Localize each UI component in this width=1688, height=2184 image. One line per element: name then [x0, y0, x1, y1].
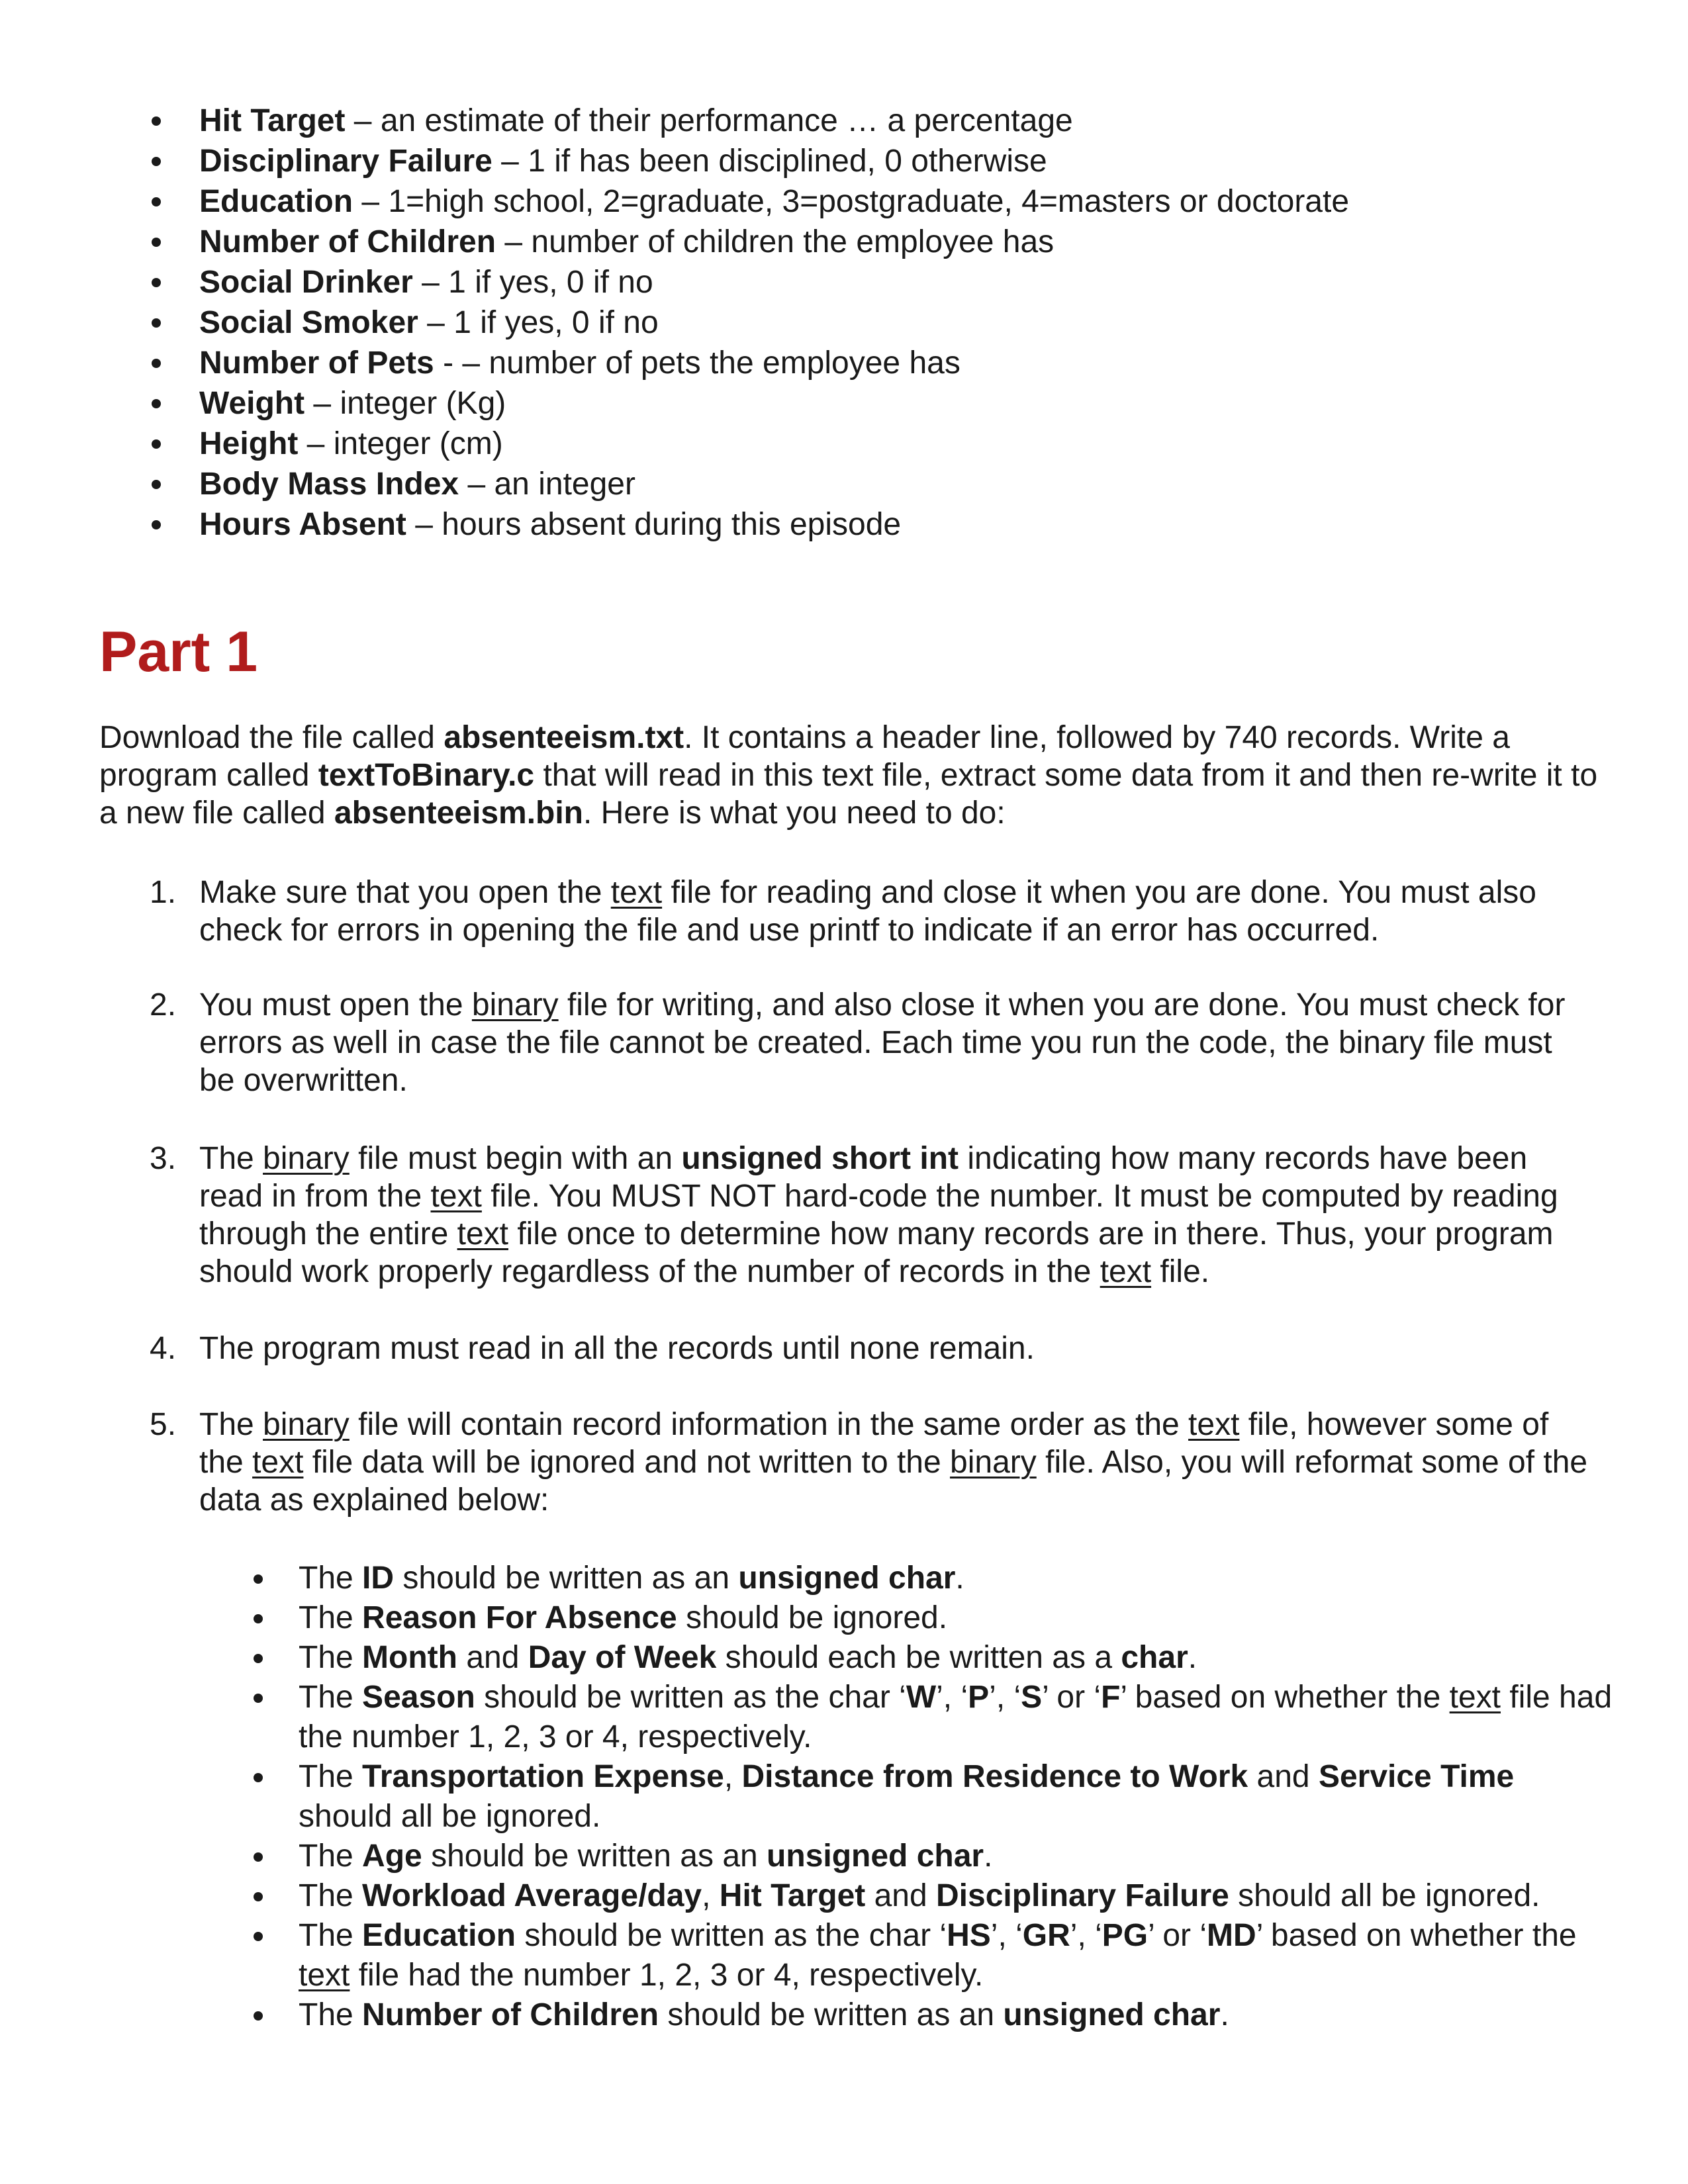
text-run: file. You MUST NOT hard-code the number. It must be computed by reading through the entire	[199, 1179, 1558, 1251]
step-text	[199, 1407, 1587, 1518]
field-description: – 1 if yes, 0 if no	[418, 305, 659, 340]
text-run: You must open the	[199, 987, 472, 1023]
text-run: should be written as an	[422, 1839, 767, 1874]
field-definition-item	[199, 101, 1622, 141]
text-run: indicating how many records have been read in from the	[199, 1141, 1528, 1214]
field-description: – 1=high school, 2=graduate, 3=postgraduate, 4=masters or doctorate	[353, 184, 1350, 219]
bold-term: Transportation Expense	[362, 1759, 724, 1794]
text-run: should be written as the char ‘	[475, 1680, 906, 1715]
step-number: 3.	[150, 1141, 177, 1176]
bold-term: Reason For Absence	[362, 1600, 677, 1635]
bold-term: Disciplinary Failure	[936, 1878, 1229, 1913]
step-item	[150, 1140, 1596, 1291]
text-run: should each be written as a	[716, 1640, 1121, 1675]
bold-term: F	[1101, 1680, 1121, 1715]
text-run: and	[865, 1878, 937, 1913]
underlined-term: text	[252, 1445, 304, 1480]
text-run: should be written as an	[394, 1561, 739, 1596]
text-run: . Here is what you need to do:	[583, 796, 1006, 831]
field-name: Disciplinary Failure	[199, 144, 492, 179]
field-name: Hours Absent	[199, 507, 406, 542]
field-name: Number of Children	[199, 224, 496, 259]
field-name: Education	[199, 184, 353, 219]
text-run: should be written as the char ‘	[516, 1918, 947, 1953]
step-item	[150, 1330, 1596, 1367]
format-rule-item	[299, 1598, 1616, 1638]
field-definition-list	[199, 101, 1622, 545]
text-run: file had the number 1, 2, 3 or 4, respectively.	[350, 1958, 984, 1993]
text-run: ’, ‘	[936, 1680, 968, 1715]
step-item	[150, 1406, 1596, 1519]
bold-term: Month	[362, 1640, 457, 1675]
step-number: 5.	[150, 1407, 177, 1442]
underlined-term: text	[1188, 1407, 1240, 1442]
text-run: The	[299, 1878, 363, 1913]
underlined-term: text	[1100, 1254, 1152, 1289]
field-definition-item	[199, 302, 1622, 343]
text-run: file for reading and close it when you are done. You must also check for errors in opening the file and use printf to indicate if an error has occurred.	[199, 875, 1536, 948]
field-definition-item	[199, 504, 1622, 545]
bold-term: Season	[362, 1680, 475, 1715]
underlined-term: text	[610, 875, 663, 910]
text-run: .	[984, 1839, 993, 1874]
text-run: should be ignored.	[677, 1600, 948, 1635]
bold-term: Distance from Residence to Work	[741, 1759, 1248, 1794]
text-run: The	[299, 1839, 363, 1874]
text-run: file. Also, you will reformat some of the data as explained below:	[199, 1445, 1588, 1518]
underlined-term: text	[1449, 1680, 1501, 1715]
step-item	[150, 986, 1596, 1099]
text-run: that will read in this text file, extract some data from it and then re-write it to a new file called	[99, 758, 1598, 831]
field-definition-item	[199, 222, 1622, 262]
text-run: ’, ‘	[1070, 1918, 1102, 1953]
text-run: and	[1248, 1759, 1319, 1794]
field-name: Social Smoker	[199, 305, 418, 340]
text-run: .	[1188, 1640, 1197, 1675]
bold-term: char	[1121, 1640, 1188, 1675]
bold-term: unsigned char	[738, 1561, 956, 1596]
text-run: Download the file called	[99, 720, 444, 755]
text-run: The	[299, 1640, 363, 1675]
bold-term: PG	[1102, 1918, 1149, 1953]
field-description: – hours absent during this episode	[406, 507, 902, 542]
format-rule-item	[299, 1678, 1616, 1757]
bold-term: ID	[362, 1561, 395, 1596]
underlined-term: text	[299, 1958, 350, 1993]
field-description: – an estimate of their performance … a percentage	[345, 103, 1073, 138]
field-name: Body Mass Index	[199, 467, 459, 502]
field-name: Hit Target	[199, 103, 346, 138]
field-name: Height	[199, 426, 299, 461]
text-run: and	[457, 1640, 528, 1675]
bold-term: Age	[362, 1839, 422, 1874]
text-run: The program must read in all the records until none remain.	[199, 1331, 1035, 1366]
text-run: file for writing, and also close it when you are done. You must check for errors as well in case the file cannot be created. Each time you run the code, the binary file must be overwritten.	[199, 987, 1566, 1098]
bold-term: absenteeism.bin	[334, 796, 583, 831]
format-rule-item	[299, 1995, 1616, 2035]
text-run: ’ or ‘	[1042, 1680, 1102, 1715]
underlined-term: binary	[263, 1141, 350, 1176]
bold-term: textToBinary.c	[318, 758, 535, 793]
underlined-term: binary	[471, 987, 559, 1023]
step-number: 2.	[150, 987, 177, 1023]
underlined-term: text	[457, 1216, 508, 1251]
text-run: ’ based on whether the	[1120, 1680, 1450, 1715]
field-definition-item	[199, 181, 1622, 222]
intro-paragraph	[99, 719, 1602, 832]
bold-term: HS	[947, 1918, 991, 1953]
bold-term: Education	[362, 1918, 516, 1953]
bold-term: GR	[1022, 1918, 1070, 1953]
section-heading: Part 1	[99, 620, 258, 684]
field-description: – integer (Kg)	[305, 386, 506, 421]
text-run: The	[299, 1759, 363, 1794]
text-run: The	[299, 1680, 363, 1715]
text-run: file once to determine how many records are in there. Thus, your program should work properly regardless of the number of records in the	[199, 1216, 1554, 1289]
format-rule-item	[299, 1559, 1616, 1598]
step-number: 4.	[150, 1331, 177, 1366]
step-item	[150, 874, 1596, 949]
bold-term: W	[906, 1680, 937, 1715]
field-description: – integer (cm)	[298, 426, 503, 461]
bold-term: Day of Week	[528, 1640, 717, 1675]
field-description: – 1 if yes, 0 if no	[412, 265, 653, 300]
text-run: ’ based on whether the	[1256, 1918, 1577, 1953]
bold-term: unsigned char	[1003, 1997, 1221, 2032]
field-definition-item	[199, 343, 1622, 383]
format-rule-item	[299, 1876, 1616, 1916]
bold-term: S	[1021, 1680, 1043, 1715]
field-name: Number of Pets	[199, 345, 434, 381]
field-definition-item	[199, 464, 1622, 504]
text-run: The	[199, 1141, 263, 1176]
text-run: should all be ignored.	[299, 1799, 601, 1834]
text-run: ’ or ‘	[1148, 1918, 1207, 1953]
bold-term: absenteeism.txt	[444, 720, 684, 755]
text-run: file data will be ignored and not written to the	[303, 1445, 951, 1480]
field-definition-item	[199, 141, 1622, 181]
bold-term: Workload Average/day	[362, 1878, 702, 1913]
text-run: file had the number 1, 2, 3 or 4, respectively.	[299, 1680, 1613, 1754]
format-rule-item	[299, 1638, 1616, 1678]
text-run: Make sure that you open the	[199, 875, 611, 910]
text-run: The	[299, 1918, 363, 1953]
field-definition-item	[199, 262, 1622, 302]
step-text	[199, 1141, 1558, 1289]
text-run: should be written as an	[659, 1997, 1004, 2032]
bold-term: Number of Children	[362, 1997, 659, 2032]
bold-term: Hit Target	[719, 1878, 866, 1913]
field-definition-item	[199, 383, 1622, 424]
field-definition-item	[199, 424, 1622, 464]
bold-term: unsigned short int	[681, 1141, 959, 1176]
text-run: should all be ignored.	[1229, 1878, 1540, 1913]
text-run: file, however some of the	[199, 1407, 1549, 1480]
text-run: The	[299, 1997, 363, 2032]
field-description: - – number of pets the employee has	[434, 345, 961, 381]
step-number: 1.	[150, 875, 177, 910]
underlined-term: text	[430, 1179, 482, 1214]
format-rule-item	[299, 1837, 1616, 1876]
text-run: .	[955, 1561, 964, 1596]
text-run: . It contains a header line, followed by 740 records. Write a program called	[99, 720, 1510, 793]
text-run: .	[1220, 1997, 1229, 2032]
bold-term: MD	[1207, 1918, 1256, 1953]
text-run: ’, ‘	[989, 1680, 1021, 1715]
step-text	[199, 1331, 1035, 1366]
text-run: ,	[724, 1759, 742, 1794]
bold-term: unsigned char	[767, 1839, 984, 1874]
text-run: The	[299, 1600, 363, 1635]
step-text	[199, 875, 1536, 948]
text-run: ,	[702, 1878, 720, 1913]
underlined-term: binary	[263, 1407, 350, 1442]
underlined-term: binary	[950, 1445, 1037, 1480]
format-rule-item	[299, 1916, 1616, 1995]
bold-term: P	[968, 1680, 990, 1715]
field-name: Social Drinker	[199, 265, 413, 300]
text-run: The	[299, 1561, 363, 1596]
format-rules-list	[299, 1559, 1616, 2035]
format-rule-item	[299, 1757, 1616, 1837]
text-run: file.	[1151, 1254, 1210, 1289]
text-run: file will contain record information in the same order as the	[349, 1407, 1189, 1442]
text-run: The	[199, 1407, 263, 1442]
field-description: – 1 if has been disciplined, 0 otherwise	[492, 144, 1047, 179]
text-run: ’, ‘	[990, 1918, 1023, 1953]
field-name: Weight	[199, 386, 305, 421]
field-description: – an integer	[459, 467, 635, 502]
field-description: – number of children the employee has	[496, 224, 1055, 259]
step-text	[199, 987, 1565, 1098]
text-run: file must begin with an	[349, 1141, 682, 1176]
bold-term: Service Time	[1318, 1759, 1515, 1794]
